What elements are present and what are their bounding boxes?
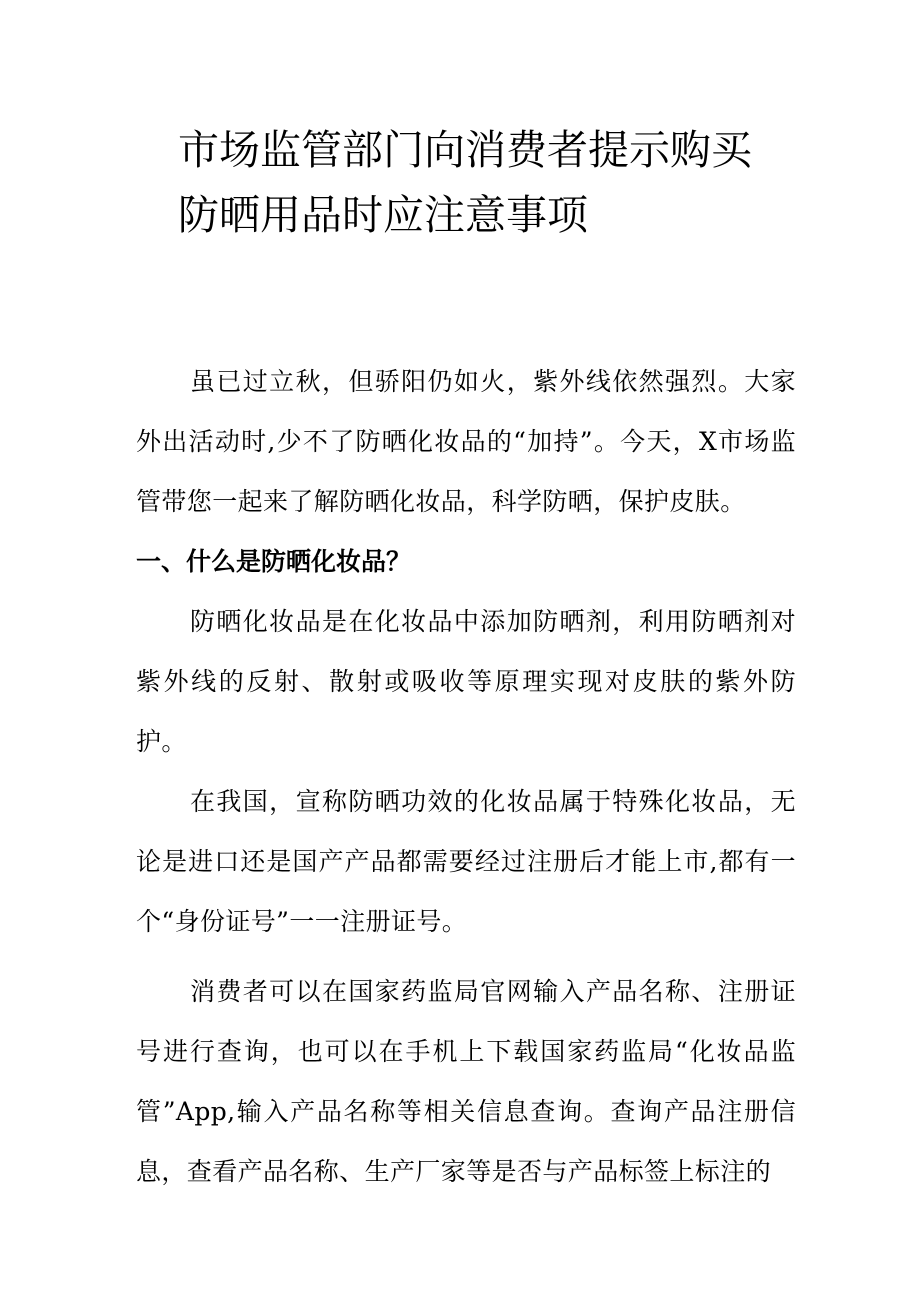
title-line-1: 市场监管部门向消费者提示购买: [178, 126, 752, 174]
intro-paragraph: 虽已过立秋，但骄阳仍如火，紫外线依然强烈。大家外出活动时,少不了防晒化妆品的“加持”。今天，X市场监管带您一起来了解防晒化妆品，科学防晒，保护皮肤。: [136, 367, 796, 516]
paragraph-definition: 防晒化妆品是在化妆品中添加防晒剂，利用防晒剂对紫外线的反射、散射或吸收等原理实现对皮肤的紫外防护。: [136, 607, 796, 756]
paragraph-registration: 在我国，宣称防晒功效的化妆品属于特殊化妆品，无论是进口还是国产产品都需要经过注册后才能上市,都有一个“身份证号”一一注册证号。: [136, 787, 796, 936]
document-title: [178, 118, 818, 248]
section-heading: 一、什么是防晒化妆品？: [136, 547, 412, 576]
title-line-2: 防晒用品时应注意事项: [178, 191, 588, 239]
paragraph-query: 消费者可以在国家药监局官网输入产品名称、注册证号进行查询，也可以在手机上下载国家药监局“化妆品监管”App,输入产品名称等相关信息查询。查询产品注册信息，查看产品名称、生产厂家等是否与产品标签上标注的: [136, 977, 796, 1186]
document-body: [136, 352, 796, 1202]
paragraph-spacer: [136, 952, 796, 962]
